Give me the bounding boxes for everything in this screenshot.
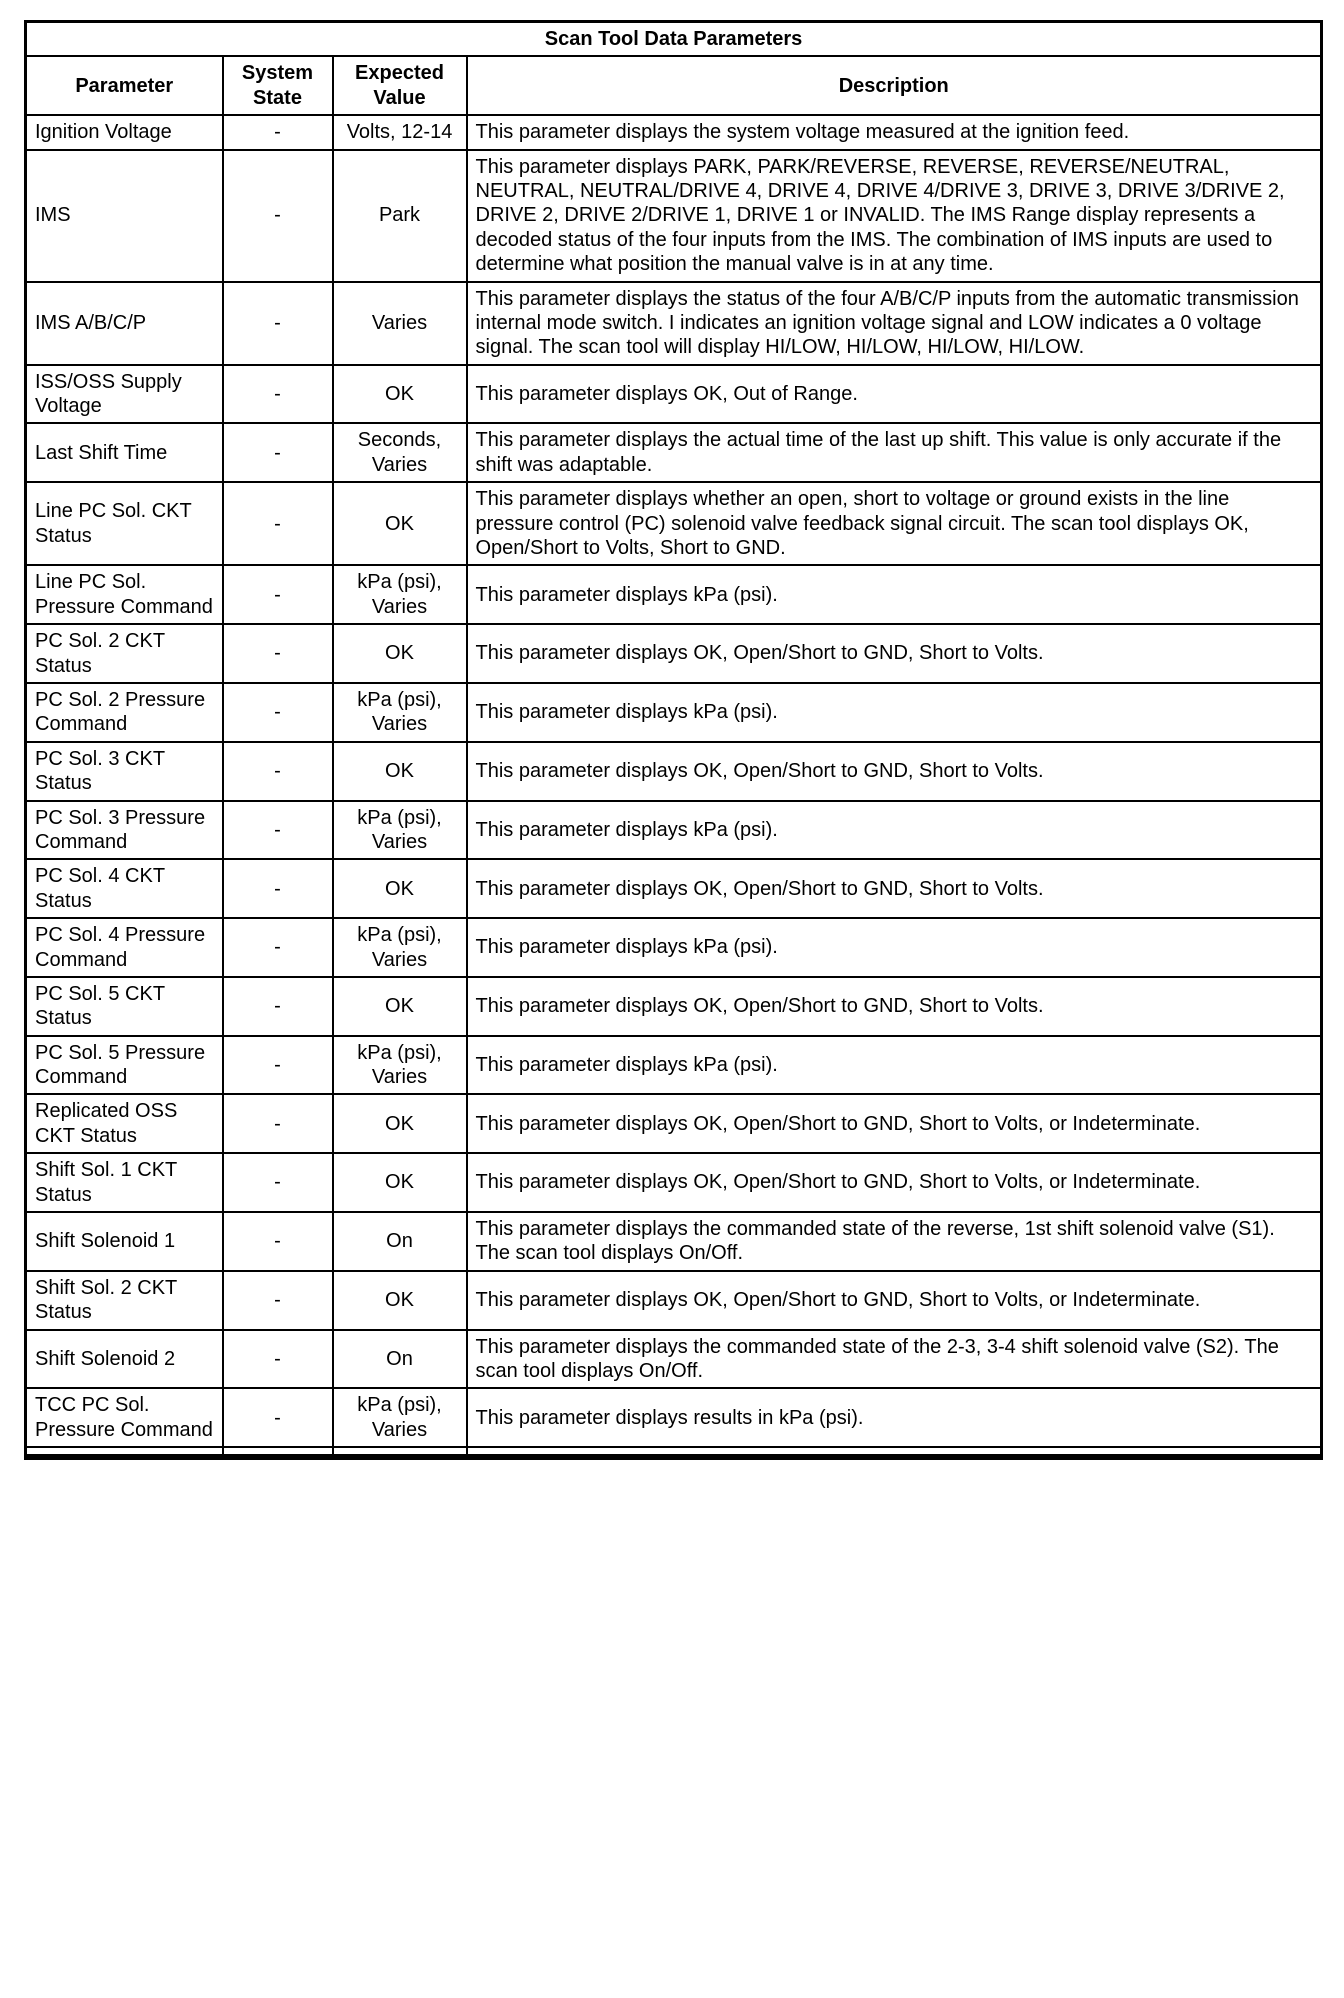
table-row [26, 482, 1322, 565]
table-row [26, 1153, 1322, 1212]
table-title-row [26, 22, 1322, 57]
column-header-system-state: System State [223, 56, 333, 115]
expected-value-cell: OK [333, 1094, 467, 1153]
parameter-cell: Ignition Voltage [26, 115, 223, 149]
system-state-cell: - [223, 977, 333, 1036]
description-cell: This parameter displays the actual time of the last up shift. This value is only accurate if the shift was adaptable. [467, 423, 1322, 482]
column-header-expected-value: Expected Value [333, 56, 467, 115]
description-cell: This parameter displays OK, Open/Short to GND, Short to Volts, or Indeterminate. [467, 1153, 1322, 1212]
expected-value-cell: OK [333, 624, 467, 683]
parameter-cell: PC Sol. 5 Pressure Command [26, 1036, 223, 1095]
system-state-cell: - [223, 1153, 333, 1212]
parameter-cell: ISS/OSS Supply Voltage [26, 365, 223, 424]
parameter-cell: Shift Solenoid 2 [26, 1330, 223, 1389]
description-cell: This parameter displays kPa (psi). [467, 565, 1322, 624]
system-state-cell: - [223, 150, 333, 282]
description-cell: This parameter displays OK, Open/Short to GND, Short to Volts. [467, 742, 1322, 801]
table-row [26, 1330, 1322, 1389]
expected-value-cell: kPa (psi), Varies [333, 565, 467, 624]
expected-value-cell: Volts, 12-14 [333, 115, 467, 149]
system-state-cell: - [223, 482, 333, 565]
parameter-cell: Replicated OSS CKT Status [26, 1094, 223, 1153]
table-row [26, 801, 1322, 860]
system-state-cell: - [223, 859, 333, 918]
description-cell: This parameter displays the system voltage measured at the ignition feed. [467, 115, 1322, 149]
system-state-cell: - [223, 1036, 333, 1095]
parameter-cell: PC Sol. 3 Pressure Command [26, 801, 223, 860]
system-state-cell: - [223, 624, 333, 683]
description-cell: This parameter displays whether an open, short to voltage or ground exists in the line pressure control (PC) solenoid valve feedback signal circuit. The scan tool displays OK, Open/Short to Volts, Short to GND. [467, 482, 1322, 565]
system-state-cell: - [223, 1330, 333, 1389]
parameter-cell: PC Sol. 4 Pressure Command [26, 918, 223, 977]
parameter-cell: IMS [26, 150, 223, 282]
system-state-cell: - [223, 565, 333, 624]
parameter-cell: Shift Sol. 2 CKT Status [26, 1271, 223, 1330]
description-cell: This parameter displays OK, Out of Range. [467, 365, 1322, 424]
description-cell: This parameter displays OK, Open/Short to GND, Short to Volts. [467, 624, 1322, 683]
system-state-cell: - [223, 1094, 333, 1153]
expected-value-cell: kPa (psi), Varies [333, 801, 467, 860]
expected-value-cell: kPa (psi), Varies [333, 683, 467, 742]
column-header-description: Description [467, 56, 1322, 115]
table-title: Scan Tool Data Parameters [26, 22, 1322, 57]
parameter-cell: PC Sol. 2 CKT Status [26, 624, 223, 683]
parameter-cell: Last Shift Time [26, 423, 223, 482]
truncated-cell [333, 1447, 467, 1457]
table-row [26, 742, 1322, 801]
description-cell: This parameter displays PARK, PARK/REVERSE, REVERSE, REVERSE/NEUTRAL, NEUTRAL, NEUTRAL/DRIVE 4, DRIVE 4, DRIVE 4/DRIVE 3, DRIVE 3, DRIVE 3/DRIVE 2, DRIVE 2, DRIVE 2/DRIVE 1, DRIVE 1 or INVALID. The IMS Range display represents a decoded status of the four inputs from the IMS. The combination of IMS inputs are used to determine what position the manual valve is in at any time. [467, 150, 1322, 282]
description-cell: This parameter displays the status of the four A/B/C/P inputs from the automatic transmission internal mode switch. I indicates an ignition voltage signal and LOW indicates a 0 voltage signal. The scan tool will display HI/LOW, HI/LOW, HI/LOW, HI/LOW. [467, 282, 1322, 365]
table-row [26, 918, 1322, 977]
parameter-cell: PC Sol. 5 CKT Status [26, 977, 223, 1036]
description-cell: This parameter displays OK, Open/Short to GND, Short to Volts. [467, 977, 1322, 1036]
expected-value-cell: OK [333, 482, 467, 565]
system-state-cell: - [223, 115, 333, 149]
description-cell: This parameter displays results in kPa (psi). [467, 1388, 1322, 1447]
description-cell: This parameter displays kPa (psi). [467, 918, 1322, 977]
system-state-cell: - [223, 1271, 333, 1330]
parameter-cell: Shift Sol. 1 CKT Status [26, 1153, 223, 1212]
expected-value-cell: OK [333, 977, 467, 1036]
description-cell: This parameter displays OK, Open/Short to GND, Short to Volts, or Indeterminate. [467, 1094, 1322, 1153]
column-header-parameter: Parameter [26, 56, 223, 115]
truncated-bottom-row [26, 1447, 1322, 1457]
truncated-cell [467, 1447, 1322, 1457]
table-row [26, 423, 1322, 482]
parameter-cell: Line PC Sol. CKT Status [26, 482, 223, 565]
description-cell: This parameter displays the commanded state of the 2-3, 3-4 shift solenoid valve (S2). The scan tool displays On/Off. [467, 1330, 1322, 1389]
scan-tool-data-table [24, 20, 1323, 1460]
table-row [26, 977, 1322, 1036]
expected-value-cell: kPa (psi), Varies [333, 1388, 467, 1447]
parameter-cell: TCC PC Sol. Pressure Command [26, 1388, 223, 1447]
expected-value-cell: kPa (psi), Varies [333, 1036, 467, 1095]
table-row [26, 683, 1322, 742]
parameter-cell: Shift Solenoid 1 [26, 1212, 223, 1271]
description-cell: This parameter displays OK, Open/Short to GND, Short to Volts, or Indeterminate. [467, 1271, 1322, 1330]
table-row [26, 1388, 1322, 1447]
table-row [26, 624, 1322, 683]
table-row [26, 1036, 1322, 1095]
parameter-cell: PC Sol. 4 CKT Status [26, 859, 223, 918]
table-row [26, 365, 1322, 424]
truncated-cell [26, 1447, 223, 1457]
expected-value-cell: OK [333, 365, 467, 424]
table-row [26, 150, 1322, 282]
expected-value-cell: Varies [333, 282, 467, 365]
parameter-cell: Line PC Sol. Pressure Command [26, 565, 223, 624]
system-state-cell: - [223, 282, 333, 365]
table-row [26, 115, 1322, 149]
truncated-cell [223, 1447, 333, 1457]
system-state-cell: - [223, 742, 333, 801]
expected-value-cell: On [333, 1330, 467, 1389]
description-cell: This parameter displays kPa (psi). [467, 801, 1322, 860]
description-cell: This parameter displays kPa (psi). [467, 683, 1322, 742]
table-row [26, 565, 1322, 624]
expected-value-cell: kPa (psi), Varies [333, 918, 467, 977]
system-state-cell: - [223, 801, 333, 860]
expected-value-cell: On [333, 1212, 467, 1271]
system-state-cell: - [223, 423, 333, 482]
parameter-cell: IMS A/B/C/P [26, 282, 223, 365]
system-state-cell: - [223, 683, 333, 742]
expected-value-cell: Seconds, Varies [333, 423, 467, 482]
parameter-cell: PC Sol. 3 CKT Status [26, 742, 223, 801]
table-row [26, 1271, 1322, 1330]
table-body [26, 115, 1322, 1447]
table-row [26, 282, 1322, 365]
expected-value-cell: Park [333, 150, 467, 282]
system-state-cell: - [223, 1212, 333, 1271]
system-state-cell: - [223, 1388, 333, 1447]
table-row [26, 859, 1322, 918]
table-header-row [26, 56, 1322, 115]
system-state-cell: - [223, 365, 333, 424]
expected-value-cell: OK [333, 1153, 467, 1212]
expected-value-cell: OK [333, 742, 467, 801]
table-row [26, 1212, 1322, 1271]
expected-value-cell: OK [333, 859, 467, 918]
description-cell: This parameter displays kPa (psi). [467, 1036, 1322, 1095]
description-cell: This parameter displays the commanded state of the reverse, 1st shift solenoid valve (S1). The scan tool displays On/Off. [467, 1212, 1322, 1271]
parameter-cell: PC Sol. 2 Pressure Command [26, 683, 223, 742]
expected-value-cell: OK [333, 1271, 467, 1330]
description-cell: This parameter displays OK, Open/Short to GND, Short to Volts. [467, 859, 1322, 918]
table-row [26, 1094, 1322, 1153]
system-state-cell: - [223, 918, 333, 977]
